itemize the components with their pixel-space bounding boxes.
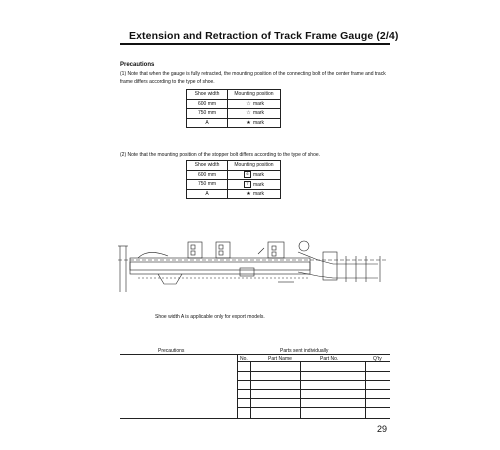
shoe-width-cell: 750 mm (187, 109, 228, 119)
header-shoe-width: Shoe width (187, 90, 228, 100)
solid-star-icon: ★ (246, 191, 251, 198)
note-1: (1) Note that when the gauge is fully retracted, the mounting position of the connecting bolt of the center frame and track frame differs according to the type of shoe. (120, 71, 386, 85)
row-rule (237, 389, 390, 390)
column-divider (250, 361, 251, 418)
hollow-star-icon: ☆ (246, 100, 251, 107)
column-divider (365, 361, 366, 418)
header-shoe-width: Shoe width (187, 161, 228, 171)
table-bottom-rule (120, 418, 390, 419)
mounting-position-table-2 (186, 160, 281, 199)
mounting-cell (228, 180, 281, 190)
boxed-number-icon: 6 (244, 171, 251, 178)
page-title: Extension and Retraction of Track Frame Gauge (2/4) (129, 30, 399, 42)
section-heading: Precautions (120, 62, 155, 68)
shoe-width-cell: 750 mm (187, 180, 228, 190)
row-rule (237, 361, 390, 362)
col-part-no: Part No. (320, 356, 339, 362)
precautions-header: Precautions (158, 348, 185, 354)
mounting-cell (228, 189, 281, 199)
table-top-rule (120, 354, 390, 355)
page-number: 29 (377, 424, 388, 434)
row-rule (237, 398, 390, 399)
column-divider (237, 354, 238, 418)
mounting-cell (228, 170, 281, 180)
shoe-width-cell: 600 mm (187, 170, 228, 180)
solid-star-icon: ★ (246, 120, 251, 127)
title-rule (120, 43, 390, 45)
mark-label: mark (252, 120, 265, 127)
col-part-name: Part Name (268, 356, 292, 362)
footnote: Shoe width A is applicable only for export models. (155, 314, 265, 320)
mark-label: mark (252, 191, 265, 198)
col-no: No. (240, 356, 248, 362)
col-qty: Q'ty (373, 356, 382, 362)
hollow-star-icon: ☆ (246, 110, 251, 117)
mark-label: mark (252, 172, 265, 179)
mark-label: mark (252, 100, 265, 107)
mounting-cell (228, 118, 281, 128)
header-mounting-position: Mounting position (228, 161, 281, 171)
shoe-width-cell: 600 mm (187, 99, 228, 109)
column-divider (300, 361, 301, 418)
mark-label: mark (252, 110, 265, 117)
header-mounting-position: Mounting position (228, 90, 281, 100)
shoe-width-cell: A (187, 189, 228, 199)
mark-label: mark (252, 181, 265, 188)
row-rule (237, 407, 390, 408)
shoe-width-cell: A (187, 118, 228, 128)
note-2: (2) Note that the mounting position of the stopper bolt differs according to the type of shoe. (120, 152, 321, 158)
row-rule (237, 371, 390, 372)
mounting-position-table-1 (186, 89, 281, 128)
mounting-cell (228, 109, 281, 119)
track-frame-drawing (118, 232, 388, 300)
row-rule (237, 380, 390, 381)
mounting-cell (228, 99, 281, 109)
boxed-number-icon: 7 (244, 181, 251, 188)
parts-sent-header: Parts sent individually (280, 348, 329, 354)
